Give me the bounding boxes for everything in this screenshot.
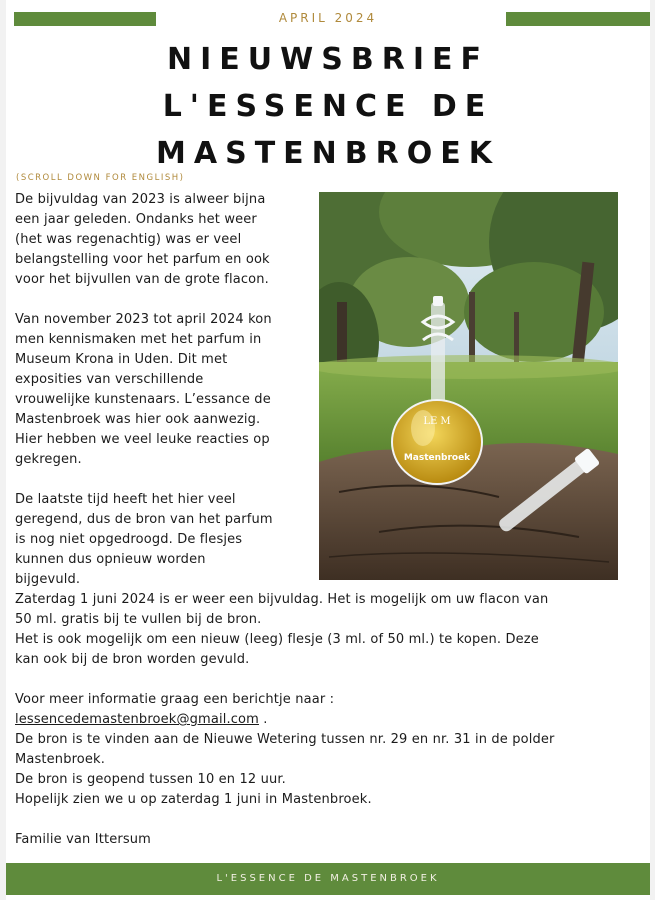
- info-intro: Voor meer informatie graag een berichtje naar :: [15, 692, 335, 707]
- perfume-photo-illustration: [319, 192, 618, 580]
- issue-date: APRIL 2024: [278, 11, 378, 25]
- intro-paragraph-1: De bijvuldag van 2023 is alweer bijna een jaar geleden. Ondanks het weer (het was regenachtig) was er veel belangstelling voor het parfum en ook voor het bijvullen van de grote flacon.: [15, 192, 270, 287]
- email-link[interactable]: lessencedemastenbroek@gmail.com: [15, 712, 259, 727]
- title-line: NIEUWSBRIEF: [167, 42, 489, 77]
- details-text: Zaterdag 1 juni 2024 is er weer een bijvuldag. Het is mogelijk om uw flacon van 50 ml. gratis bij te vullen bij de bron. Het is ook mogelijk om een nieuw (leeg) flesje (3 ml. of 50 ml.) te kopen. Deze kan ook bij de bron worden gevuld. Voor meer informatie graag een berichtje naar : lessencedemastenbroek@gmail.com . De bron is te vinden aan de Nieuwe Wetering tussen nr. 29 en nr. 31 in de polder Mastenbroek. De bron is geopend tussen 10 en 12 uur. Hopelijk zien we u op zaterdag 1 juni in Mastenbroek. Familie van Ittersum: [15, 590, 639, 850]
- newsletter-page: [6, 0, 650, 900]
- signature: Familie van Ittersum: [15, 832, 151, 847]
- bottle-label: Mastenbroek: [403, 453, 471, 463]
- scroll-note: (SCROLL DOWN FOR ENGLISH): [16, 173, 185, 183]
- footer-banner: L'ESSENCE DE MASTENBROEK: [6, 863, 650, 895]
- title-line: MASTENBROEK: [156, 136, 500, 171]
- perfume-photo: [319, 192, 618, 580]
- email-line: lessencedemastenbroek@gmail.com .: [15, 712, 268, 727]
- intro-paragraph-2: Van november 2023 tot april 2024 kon men kennismaken met het parfum in Museum Krona in Uden. Dit met exposities van verschillende vrouwelijke kunstenaars. L’essance de Mastenbroek was hier ook aanwezig. Hier hebben we veel leuke reacties op gekregen.: [15, 312, 272, 467]
- title-line: L'ESSENCE DE: [162, 89, 494, 124]
- newsletter-title: [6, 36, 650, 177]
- bottle-logo: LE M: [423, 416, 451, 427]
- intro-text: [15, 190, 315, 610]
- intro-paragraph-3: De laatste tijd heeft het hier veel geregend, dus de bron van het parfum is nog niet opgedroogd. De flesjes kunnen dus opnieuw worden bijgevuld.: [15, 492, 273, 587]
